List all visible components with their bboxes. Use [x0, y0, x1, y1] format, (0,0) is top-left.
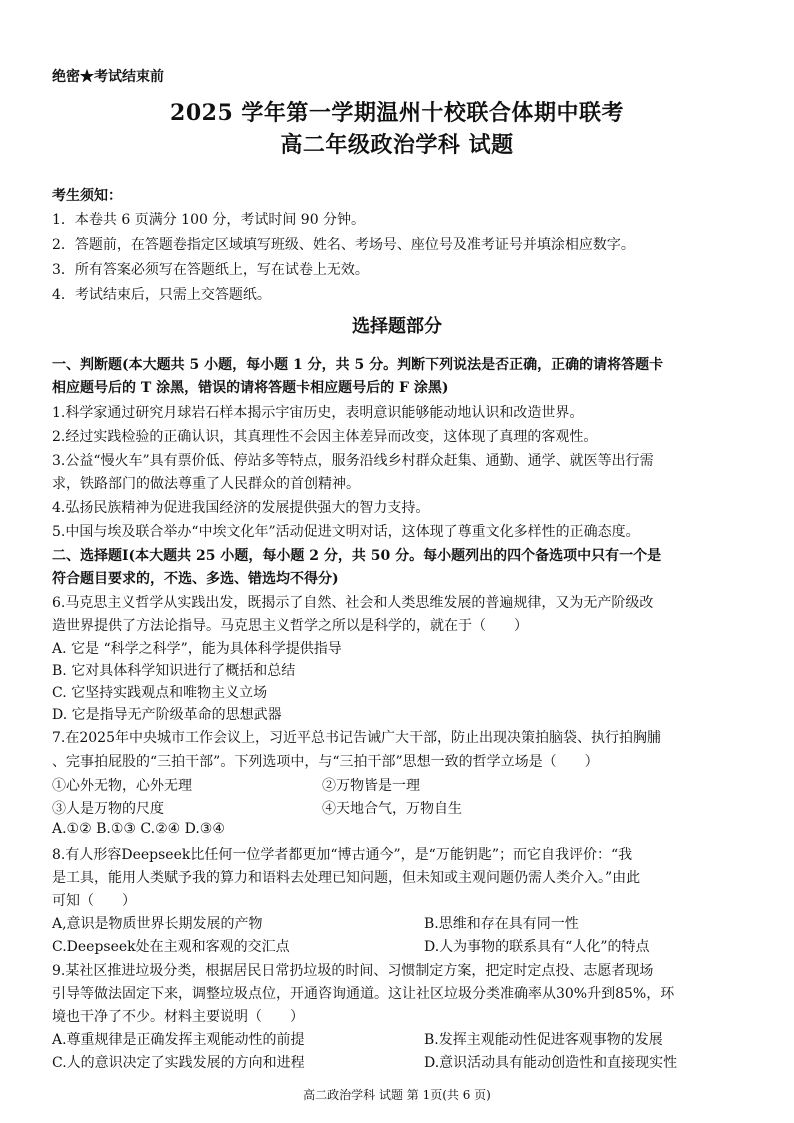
- q9-option-b: B.发挥主观能动性促进客观事物的发展: [424, 1032, 663, 1048]
- q8-stem: 是工具，能用人类赋予我的算力和语料去处理已知问题，但未知或主观问题仍需人类介入。”由此: [52, 870, 641, 886]
- section-title: 选择题部分: [352, 316, 442, 337]
- q6-option-d: D. 它是指导无产阶级革命的思想武器: [52, 707, 282, 723]
- judge-item-2: 2.经过实践检验的正确认识，其真理性不会因主体差异而改变，这体现了真理的客观性。: [52, 429, 598, 445]
- q6-option-b: B. 它对具体科学知识进行了概括和总结: [52, 663, 296, 679]
- note-item: 4．考试结束后，只需上交答题纸。: [52, 287, 271, 303]
- confidential-label: 绝密★考试结束前: [52, 69, 164, 85]
- q8-stem: 8.有人形容Deepseek比任何一位学者都更加“博古通今”，是“万能钥匙”；而它自我评价：“我: [52, 847, 633, 863]
- q7-stem: 7.在2025年中央城市工作会议上，习近平总书记告诫广大干部，防止出现决策拍脑袋、执行拍胸脯: [52, 730, 661, 746]
- q7-choice-1: ①心外无物，心外无理: [52, 778, 192, 794]
- note-item: 3．所有答案必须写在答题纸上，写在试卷上无效。: [52, 262, 369, 278]
- judge-item-4: 4.弘扬民族精神为促进我国经济的发展提供强大的智力支持。: [52, 500, 430, 516]
- exam-subtitle: 高二年级政治学科 试题: [280, 132, 514, 158]
- q9-stem: 境也干净了不少。材料主要说明（ ）: [52, 1009, 304, 1025]
- part2-heading: 符合题目要求的，不选、多选、错选均不得分): [52, 571, 339, 587]
- judge-item-3-cont: 求，铁路部门的做法尊重了人民群众的首创精神。: [52, 476, 360, 492]
- note-item: 2．答题前，在答题卷指定区域填写班级、姓名、考场号、座位号及准考证号并填涂相应数字。: [52, 237, 635, 253]
- note-item: 1．本卷共 6 页满分 100 分，考试时间 90 分钟。: [52, 212, 366, 228]
- q7-choice-3: ③人是万物的尺度: [52, 801, 164, 817]
- q6-stem: 造世界提供了方法论指导。马克思主义哲学之所以是科学的，就在于（ ）: [52, 618, 528, 634]
- q6-stem: 6.马克思主义哲学从实践出发，既揭示了自然、社会和人类思维发展的普遍规律，又为无产阶级改: [52, 595, 654, 611]
- q7-stem: 、完事拍屁股的“三拍干部”。下列选项中，与“三拍干部”思想一致的哲学立场是（ ）: [52, 754, 599, 770]
- q8-option-d: D.人为事物的联系具有“人化”的特点: [424, 939, 650, 955]
- judge-item-1: 1.科学家通过研究月球岩石样本揭示宇宙历史，表明意识能够能动地认识和改造世界。: [52, 405, 584, 421]
- q9-stem: 引导等做法固定下来，调整垃圾点位，开通咨询通道。这让社区垃圾分类准确率从30%升到85%，环: [52, 986, 675, 1002]
- part1-heading: 相应题号后的 T 涂黑，错误的请将答题卡相应题号后的 F 涂黑): [52, 380, 449, 396]
- q7-answers: A.①② B.①③ C.②④ D.③④: [52, 821, 225, 837]
- judge-item-5: 5.中国与埃及联合举办“中埃文化年”活动促进文明对话，这体现了尊重文化多样性的正确态度。: [52, 524, 640, 540]
- q8-stem: 可知（ ）: [52, 893, 136, 909]
- q7-choice-4: ④天地合气，万物自生: [322, 801, 462, 817]
- q8-option-a: A,意识是物质世界长期发展的产物: [52, 916, 263, 932]
- q8-option-c: C.Deepseek处在主观和客观的交汇点: [52, 939, 290, 955]
- notes-heading: 考生须知：: [52, 188, 122, 204]
- q9-stem: 9.某社区推进垃圾分类，根据居民日常扔垃圾的时间、习惯制定方案，把定时定点投、志愿者现场: [52, 963, 654, 979]
- judge-item-3: 3.公益“慢火车”具有票价低、停站多等特点，服务沿线乡村群众赶集、通勤、通学、就医等出行需: [52, 453, 654, 469]
- q8-option-b: B.思维和存在具有同一性: [424, 916, 579, 932]
- q6-option-c: C. 它坚持实践观点和唯物主义立场: [52, 685, 268, 701]
- part2-heading: 二、选择题Ⅰ(本大题共 25 小题，每小题 2 分，共 50 分。每小题列出的四个备选项中只有一个是: [52, 548, 662, 564]
- q9-option-a: A.尊重规律是正确发挥主观能动性的前提: [52, 1032, 305, 1048]
- page-footer: 高二政治学科 试题 第 1页(共 6 页): [303, 1088, 491, 1102]
- part1-heading: 一、判断题(本大题共 5 小题，每小题 1 分，共 5 分。判断下列说法是否正确，正确的请将答题卡: [52, 357, 664, 373]
- q6-option-a: A. 它是 “科学之科学”，能为具体科学提供指导: [52, 641, 342, 657]
- exam-title: 2025 学年第一学期温州十校联合体期中联考: [170, 100, 624, 126]
- q7-choice-2: ②万物皆是一理: [322, 778, 420, 794]
- q9-option-d: D.意识活动具有能动创造性和直接现实性: [424, 1055, 678, 1071]
- q9-option-c: C.人的意识决定了实践发展的方向和进程: [52, 1055, 305, 1071]
